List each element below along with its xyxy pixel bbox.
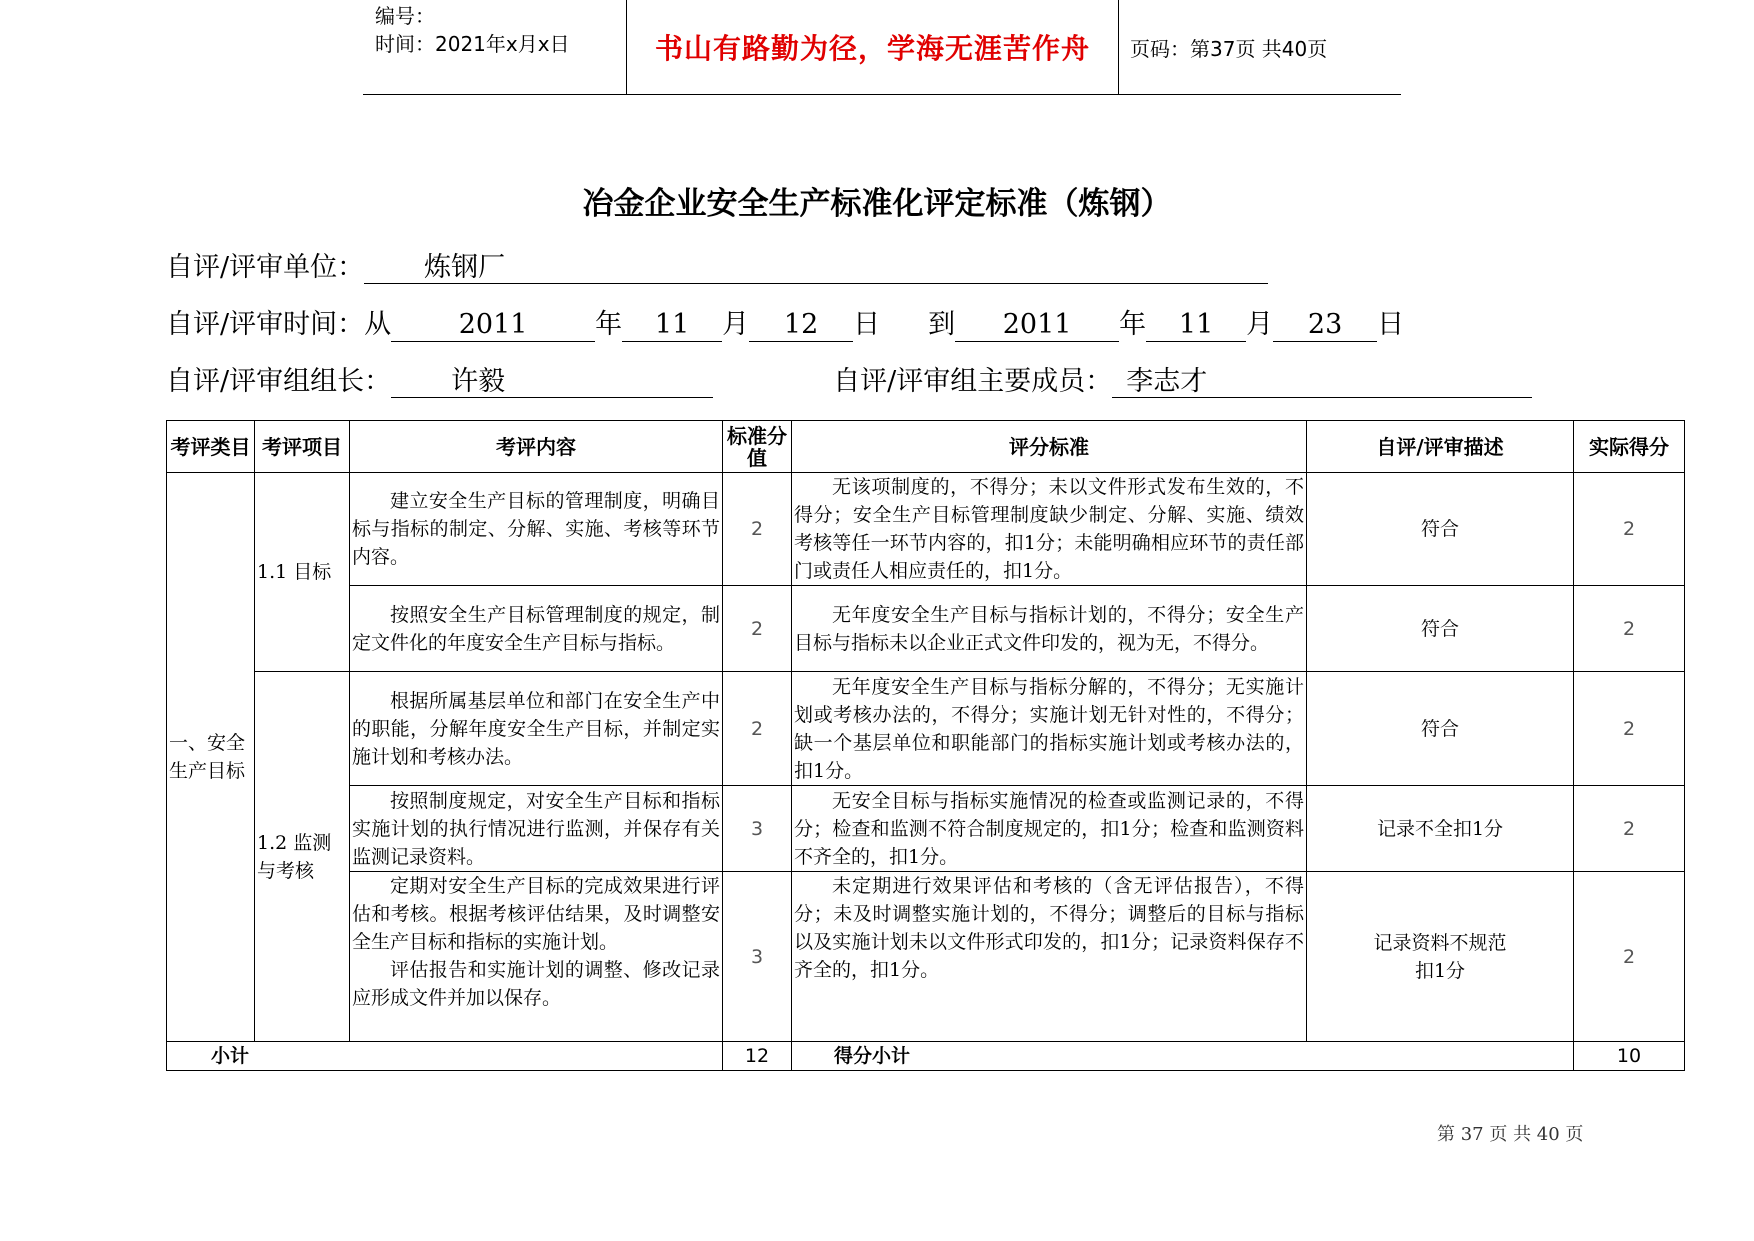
from-day: 12	[749, 307, 853, 342]
actual-score-cell: 2	[1574, 473, 1685, 586]
content-cell: 按照安全生产目标管理制度的规定，制定文件化的年度安全生产目标与指标。	[350, 586, 723, 672]
subtotal-actual: 10	[1574, 1042, 1685, 1071]
content-cell: 根据所属基层单位和部门在安全生产中的职能，分解年度安全生产目标，并制定实施计划和考核办法。	[350, 672, 723, 786]
description-cell: 符合	[1307, 586, 1574, 672]
to-month: 11	[1146, 307, 1246, 342]
content-paragraph: 评估报告和实施计划的调整、修改记录应形成文件并加以保存。	[352, 959, 720, 1009]
actual-score-cell: 2	[1574, 872, 1685, 1042]
page-footer: 第 37 页 共 40 页	[1437, 1124, 1584, 1145]
header-page-label: 页码：第37页 共40页	[1130, 36, 1328, 61]
from-year: 2011	[391, 307, 595, 342]
criteria-cell: 无该项制度的，不得分；未以文件形式发布生效的，不得分；安全生产目标管理制度缺少制定、分解、实施、绩效考核等任一环节内容的，扣1分；未能明确相应环节的责任部门或责任人相应责任的，扣1分。	[792, 473, 1307, 586]
month-char: 月	[722, 309, 750, 340]
criteria-cell: 无年度安全生产目标与指标计划的，不得分；安全生产目标与指标未以企业正式文件印发的，视为无，不得分。	[792, 586, 1307, 672]
table-row	[167, 786, 1685, 872]
description-cell	[1307, 872, 1574, 1042]
header-content: 考评内容	[350, 421, 723, 473]
document-title: 冶金企业安全生产标准化评定标准（炼钢）	[582, 186, 1172, 222]
item-cell-2: 1.2 监测与考核	[255, 672, 350, 1042]
day-char: 日	[853, 309, 881, 340]
unit-value: 炼钢厂	[364, 250, 1268, 284]
table-row	[167, 672, 1685, 786]
criteria-cell: 无安全目标与指标实施情况的检查或监测记录的，不得分；检查和监测不符合制度规定的，扣1分；检查和监测资料不齐全的，扣1分。	[792, 786, 1307, 872]
actual-score-cell: 2	[1574, 786, 1685, 872]
score-cell: 2	[723, 473, 792, 586]
header-time-label: 时间：2021年x月x日	[375, 32, 570, 56]
from-month: 11	[622, 307, 722, 342]
page-header	[363, 0, 1401, 95]
score-cell: 3	[723, 872, 792, 1042]
score-cell: 3	[723, 786, 792, 872]
content-cell: 按照制度规定，对安全生产目标和指标实施计划的执行情况进行监测，并保存有关监测记录资料。	[350, 786, 723, 872]
criteria-cell: 未定期进行效果评估和考核的（含无评估报告），不得分；未及时调整实施计划的，不得分；调整后的目标与指标以及实施计划未以文件形式印发的，扣1分；记录资料保存不齐全的，扣1分。	[792, 872, 1307, 1042]
description-cell: 符合	[1307, 672, 1574, 786]
table-row	[167, 586, 1685, 672]
content-cell	[350, 872, 723, 1042]
header-standard-score: 标准分值	[723, 421, 792, 473]
time-label: 自评/评审时间：从	[166, 309, 392, 340]
form-time-line	[166, 307, 1404, 343]
day-char: 日	[1377, 309, 1405, 340]
form-team-line	[166, 364, 1532, 400]
actual-score-cell: 2	[1574, 672, 1685, 786]
leader-label: 自评/评审组组长：	[166, 366, 392, 397]
header-item: 考评项目	[255, 421, 350, 473]
to-label: 到	[928, 309, 956, 340]
table-row	[167, 872, 1685, 1042]
members-value: 李志才	[1112, 364, 1532, 398]
month-char: 月	[1246, 309, 1274, 340]
subtotal-row	[167, 1042, 1685, 1071]
score-cell: 2	[723, 586, 792, 672]
header-actual-score: 实际得分	[1574, 421, 1685, 473]
evaluation-table	[166, 420, 1685, 1071]
header-number-label: 编号：	[375, 4, 435, 28]
form-unit-line	[166, 250, 1268, 286]
year-char: 年	[1119, 309, 1147, 340]
actual-score-cell: 2	[1574, 586, 1685, 672]
category-cell: 一、安全生产目标	[167, 473, 255, 1042]
subtotal-label: 小计	[167, 1042, 723, 1071]
content-cell: 建立安全生产目标的管理制度，明确目标与指标的制定、分解、实施、考核等环节内容。	[350, 473, 723, 586]
header-motto: 书山有路勤为径，学海无涯苦作舟	[627, 0, 1119, 94]
criteria-cell: 无年度安全生产目标与指标分解的，不得分；无实施计划或考核办法的，不得分；实施计划无针对性的，不得分；缺一个基层单位和职能部门的指标实施计划或考核办法的，扣1分。	[792, 672, 1307, 786]
to-year: 2011	[955, 307, 1119, 342]
members-label: 自评/评审组主要成员：	[833, 366, 1113, 397]
unit-label: 自评/评审单位：	[166, 252, 365, 283]
leader-value: 许毅	[391, 364, 713, 398]
description-cell: 记录不全扣1分	[1307, 786, 1574, 872]
description-line: 记录资料不规范	[1373, 931, 1507, 954]
table-row	[167, 473, 1685, 586]
header-meta	[363, 0, 627, 94]
to-day: 23	[1273, 307, 1377, 342]
header-description: 自评/评审描述	[1307, 421, 1574, 473]
header-category: 考评类目	[167, 421, 255, 473]
year-char: 年	[595, 309, 623, 340]
description-line: 扣1分	[1414, 959, 1466, 982]
header-criteria: 评分标准	[792, 421, 1307, 473]
description-cell: 符合	[1307, 473, 1574, 586]
subtotal-score: 12	[723, 1042, 792, 1071]
score-cell: 2	[723, 672, 792, 786]
subtotal-actual-label: 得分小计	[792, 1042, 1574, 1071]
item-cell-1: 1.1 目标	[255, 473, 350, 672]
content-paragraph: 定期对安全生产目标的完成效果进行评估和考核。根据考核评估结果，及时调整安全生产目标和指标的实施计划。	[352, 875, 720, 953]
table-header-row	[167, 421, 1685, 473]
